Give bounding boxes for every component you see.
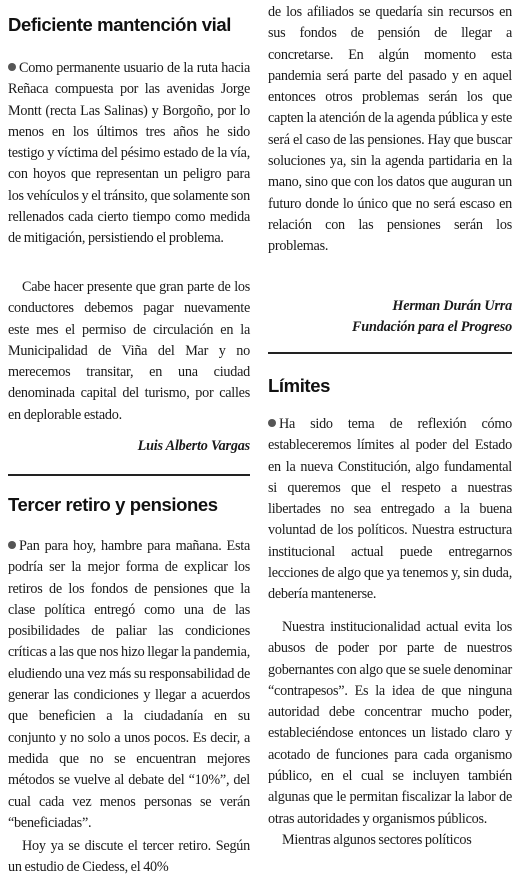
bullet-icon — [8, 541, 16, 549]
article-paragraph: Cabe hacer presente que gran parte de los conductores debemos pagar nuevamente este mes el permiso de circulación en la Municipalidad de Viña del Mar y no merecemos transitar, en una ciudad denominada capital del turismo, por calles en deplorable estado. — [8, 279, 250, 423]
section-divider — [8, 474, 250, 476]
author-signature: Luis Alberto Vargas — [137, 438, 250, 454]
paragraph-text: Mientras algunos sectores políticos — [282, 831, 472, 848]
article-headline-tercer-retiro: Tercer retiro y pensiones — [8, 494, 218, 515]
article-headline-limites: Límites — [268, 375, 330, 396]
article-paragraph-continued: de los afiliados se quedaría sin recursos en sus fondos de pensión de llegar a concretarse. En algún momento esta pandemia será parte del pasado y en aquel entonces otros problemas serán los que capten la atención de la agenda pública y este será el caso de las pensiones. Hay que buscar soluciones ya, sin la agenda partidaria en la mano, sino que con los datos que auguran un futuro donde lo único que no será escaso en relación con las pensiones serán los problemas. — [268, 4, 512, 255]
bullet-icon — [8, 63, 16, 71]
paragraph-text: Pan para hoy, hambre para mañana. Esta podría ser la mejor forma de explicar los retiros de los fondos de pensiones que la clase política entregó como una de las posibilidades de paliar las condiciones críticas a las que nos hizo llegar la pandemia, eludiendo una vez más su responsabilidad de generar las condiciones y llegar a acuerdos que beneficien a la ciudadanía en su conjunto y no solo a unos pocos. Es decir, a medida que no se encuentran mejores métodos se vuelve al debate del “10%”, del cual cada vez menos personas se verán “beneficiadas”. — [8, 538, 250, 831]
article-headline-mantencion-vial: Deficiente mantención vial — [8, 14, 231, 35]
author-signature: Herman Durán Urra — [392, 298, 512, 314]
article-paragraph — [268, 617, 512, 851]
bullet-icon — [268, 419, 276, 427]
article-paragraph: Hoy ya se discute el tercer retiro. Según un estudio de Ciedess, el 40% — [8, 838, 250, 876]
article-paragraph — [8, 536, 250, 834]
author-organization: Fundación para el Progreso — [352, 319, 512, 335]
section-divider — [268, 352, 512, 354]
paragraph-text: Nuestra institucionalidad actual evita los abusos de poder por parte de nuestros gobernantes con algo que se suele denominar “contrapesos”. Es la idea de que ninguna autoridad debe concentrar mucho poder, estableciéndose entonces un listado claro y acotado de funciones para cada organismo público, en el cual se incluyen también algunas que le permitan fiscalizar la labor de otras autoridades y organismos públicos. — [268, 619, 512, 827]
article-paragraph — [8, 58, 250, 250]
paragraph-text: Ha sido tema de reflexión cómo estableceremos límites al poder del Estado en la nueva Constitución, algo fundamental si queremos que el respeto a nuestras libertades no sea entregado a la buena voluntad de los políticos. Nuestra estructura institucional actual puede entregarnos lecciones de algo que ya tenemos y, sin duda, debería mantenerse. — [268, 416, 512, 603]
author-signature-block — [268, 296, 512, 338]
article-paragraph — [268, 414, 512, 606]
paragraph-text: Como permanente usuario de la ruta hacia Reñaca compuesta por las avenidas Jorge Montt (recta Las Salinas) y Borgoño, por lo menos en los últimos tres años he sido testigo y víctima del pésimo estado de la vía, con hoyos que representan un peligro para los vehículos y el tránsito, que solamente son rellenados cada cierto tiempo como medida de mitigación, persistiendo el problema. — [8, 60, 250, 247]
